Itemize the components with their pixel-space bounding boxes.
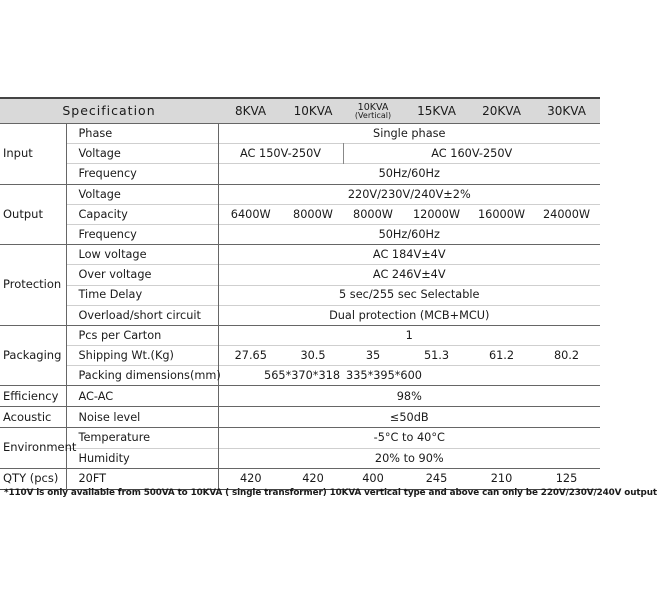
low-voltage-label: Low voltage [66,245,218,265]
efficiency-value: 98% [218,386,600,407]
pcs-per-carton-value: 1 [218,325,600,345]
input-voltage-label: Voltage [66,144,218,164]
specification-header: Specification [0,98,218,124]
environment-category: Environment [0,428,66,468]
phase-label: Phase [66,124,218,144]
over-voltage-row [0,265,600,285]
packing-dimensions-label: Packing dimensions(mm) [66,366,218,386]
output-frequency-label: Frequency [66,224,218,244]
output-frequency-row [0,224,600,244]
capacity-20kva: 16000W [470,204,533,224]
footnote: *110V is only available from 500VA to 10KVA ( single transformer) 10KVA vertical type and above can only be 220V/230V/240V output [4,488,657,498]
efficiency-category: Efficiency [0,386,66,407]
time-delay-label: Time Delay [66,285,218,305]
overload-label: Overload/short circuit [66,305,218,325]
over-voltage-value: AC 246V±4V [218,265,600,285]
pcs-per-carton-label: Pcs per Carton [66,325,218,345]
model-8kva-header: 8KVA [218,98,283,124]
qty-category: QTY (pcs) [0,468,66,489]
over-voltage-label: Over voltage [66,265,218,285]
input-frequency-label: Frequency [66,164,218,184]
input-frequency-row [0,164,600,184]
capacity-10kva-vertical: 8000W [343,204,403,224]
model-20kva-header: 20KVA [470,98,533,124]
capacity-30kva: 24000W [533,204,600,224]
model-15kva-header: 15KVA [403,98,470,124]
output-frequency-value: 50Hz/60Hz [218,224,600,244]
packing-dimensions-value-a: 565*370*318 [218,366,343,386]
qty-10kva-vertical: 400 [343,468,403,489]
temperature-label: Temperature [66,428,218,448]
packaging-category: Packaging [0,325,66,386]
temperature-row [0,428,600,448]
input-frequency-value: 50Hz/60Hz [218,164,600,184]
input-category: Input [0,124,66,185]
output-category: Output [0,184,66,245]
qty-30kva: 125 [533,468,600,489]
qty-20ft-label: 20FT [66,468,218,489]
model-10kva-header: 10KVA [283,98,343,124]
packing-dimensions-row [0,366,600,386]
qty-20kva: 210 [470,468,533,489]
model-30kva-header: 30KVA [533,98,600,124]
pcs-per-carton-row [0,325,600,345]
model-10kva-vertical-header [343,98,403,124]
shipping-wt-15kva: 51.3 [403,346,470,366]
packing-dimensions-value-b: 335*395*600 [343,366,600,386]
noise-level-label: Noise level [66,407,218,428]
input-voltage-value-b: AC 160V-250V [343,144,600,164]
capacity-8kva: 6400W [218,204,283,224]
overload-row [0,305,600,325]
input-voltage-row [0,144,600,164]
capacity-label: Capacity [66,204,218,224]
shipping-wt-30kva: 80.2 [533,346,600,366]
acoustic-category: Acoustic [0,407,66,428]
low-voltage-row [0,245,600,265]
noise-level-value: ≤50dB [218,407,600,428]
acoustic-row [0,407,600,428]
output-voltage-value: 220V/230V/240V±2% [218,184,600,204]
qty-10kva: 420 [283,468,343,489]
output-voltage-row [0,184,600,204]
shipping-wt-10kva-vertical: 35 [343,346,403,366]
humidity-value: 20% to 90% [218,448,600,468]
shipping-wt-10kva: 30.5 [283,346,343,366]
qty-15kva: 245 [403,468,470,489]
phase-value: Single phase [218,124,600,144]
efficiency-row [0,386,600,407]
shipping-wt-20kva: 61.2 [470,346,533,366]
capacity-15kva: 12000W [403,204,470,224]
shipping-wt-label: Shipping Wt.(Kg) [66,346,218,366]
shipping-wt-8kva: 27.65 [218,346,283,366]
time-delay-value: 5 sec/255 sec Selectable [218,285,600,305]
input-voltage-value-a: AC 150V-250V [218,144,343,164]
time-delay-row [0,285,600,305]
output-voltage-label: Voltage [66,184,218,204]
qty-8kva: 420 [218,468,283,489]
vertical-note: (Vertical) [354,110,392,120]
low-voltage-value: AC 184V±4V [218,245,600,265]
qty-row [0,468,600,489]
humidity-label: Humidity [66,448,218,468]
model-10kva-vertical-label: 10KVA [357,101,389,113]
header-row [0,98,600,124]
humidity-row [0,448,600,468]
input-phase-row [0,124,600,144]
capacity-row [0,204,600,224]
temperature-value: -5°C to 40°C [218,428,600,448]
overload-value: Dual protection (MCB+MCU) [218,305,600,325]
shipping-wt-row [0,346,600,366]
protection-category: Protection [0,245,66,326]
specification-table [0,97,600,490]
capacity-10kva: 8000W [283,204,343,224]
efficiency-label: AC-AC [66,386,218,407]
